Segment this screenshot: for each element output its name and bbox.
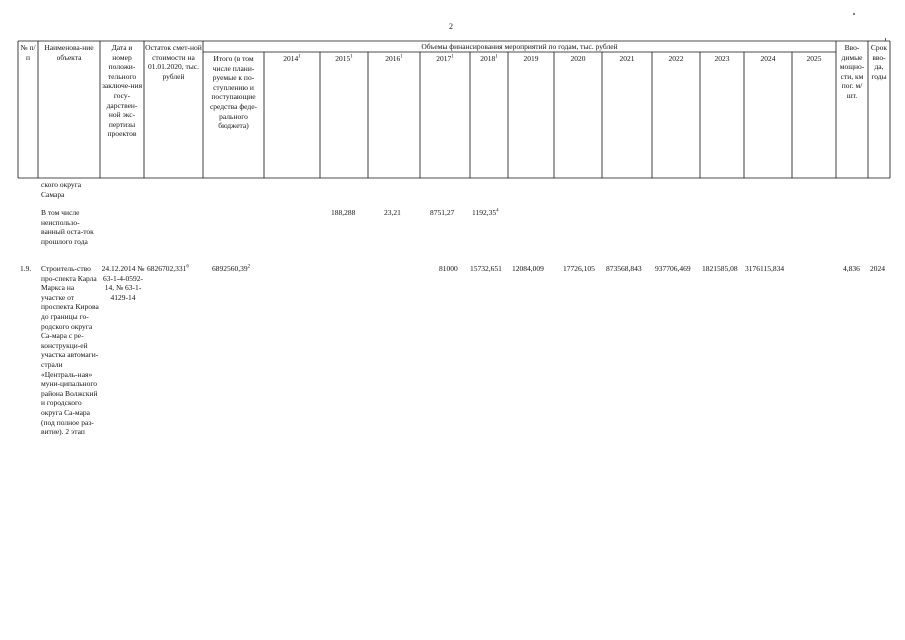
header-group-title: Объемы финансирования мероприятий по годам, тыс. рублей xyxy=(421,42,618,51)
page-number: 2 xyxy=(449,22,453,31)
scan-speck xyxy=(853,13,855,15)
row-2019: 12084,009 xyxy=(512,264,544,273)
unused-2015: 188,288 xyxy=(331,208,356,217)
header-balance: Остаток смет-ной стоимости на 01.01.2020, тыс. рублей xyxy=(145,43,202,81)
header-year-2020: 2020 xyxy=(570,54,586,63)
row-balance-mark: 6 xyxy=(186,264,189,270)
row-total-mark: 2 xyxy=(247,264,251,270)
row-unused-label: В том числе неиспользо-ванный оста-ток прошлого года xyxy=(41,208,94,246)
row-2018: 15732,651 xyxy=(470,264,502,273)
header-capacity: Вво-димые мощно-сти, км пог. м/шт. xyxy=(839,43,865,100)
scan-speck xyxy=(885,38,886,41)
header-year-2023: 2023 xyxy=(714,54,730,63)
header-year-2019: 2019 xyxy=(523,54,539,63)
header-term: Срок вво-да, годы xyxy=(870,43,888,81)
row-expertise-date: 24.12.2014 № 63-1-4-0592-14, № 63-1-4129-14 xyxy=(101,264,145,302)
row-capacity: 4,836 xyxy=(843,264,860,273)
year-footnote-mark: 1 xyxy=(495,54,498,60)
row-2022: 937706,469 xyxy=(655,264,691,273)
year-footnote-mark: 1 xyxy=(298,54,301,60)
row-2020: 17726,105 xyxy=(563,264,595,273)
unused-2017: 8751,27 xyxy=(430,208,455,217)
header-year-2024: 2024 xyxy=(760,54,776,63)
header-name: Наименова-ние объекта xyxy=(44,43,94,62)
header-year-2014: 2014$^1$ xyxy=(283,54,301,63)
header-year-2016: 2016$^1$ xyxy=(385,54,403,63)
header-year-2022: 2022 xyxy=(668,54,684,63)
unused-2016: 23,21 xyxy=(384,208,401,217)
unused-2018: 1192,35$^4$ xyxy=(472,208,499,217)
header-year-2025: 2025 xyxy=(806,54,822,63)
header-year-2021: 2021 xyxy=(619,54,635,63)
row-2017: 81000 xyxy=(439,264,458,273)
header-year-2017: 2017$^1$ xyxy=(436,54,454,63)
row-term: 2024 xyxy=(870,264,885,273)
row-object-name: Строитель-ство про-спекта Карла Маркса на участке от проспекта Кирова до границы го-родского округа Са-мара с ре-конструкци-ей участка автомаги-страли «Централь-ная» муни-ципального района Волжский и городского округа Са-мара (под полное раз-витие). 2 этап xyxy=(41,264,99,437)
row-number: 1.9. xyxy=(20,264,32,273)
header-date: Дата и номер положи-тельного заключе-ния госу-дарствен-ной экс-пертизы проектов xyxy=(101,43,143,139)
row-continuation-name: ского округа Самара xyxy=(41,180,82,199)
row-2023: 1821585,08 xyxy=(702,264,738,273)
header-total: Итого (в том числе плани-руемые к по-ступлению и поступающие средства феде-рального бюджета) xyxy=(209,54,258,131)
header-year-2018: 2018$^1$ xyxy=(480,54,498,63)
year-footnote-mark: 1 xyxy=(400,54,403,60)
unused-2018-mark: 4 xyxy=(496,208,499,214)
year-footnote-mark: 1 xyxy=(451,54,454,60)
header-year-2015: 2015$^1$ xyxy=(335,54,353,63)
header-no: № п/п xyxy=(20,43,36,62)
row-2024: 3176115,834 xyxy=(745,264,785,273)
year-footnote-mark: 1 xyxy=(350,54,353,60)
row-2021: 873568,843 xyxy=(606,264,642,273)
row-balance: 6826702,331$^6$ xyxy=(147,264,189,273)
row-total: 6892560,39$^2$ xyxy=(212,264,251,273)
